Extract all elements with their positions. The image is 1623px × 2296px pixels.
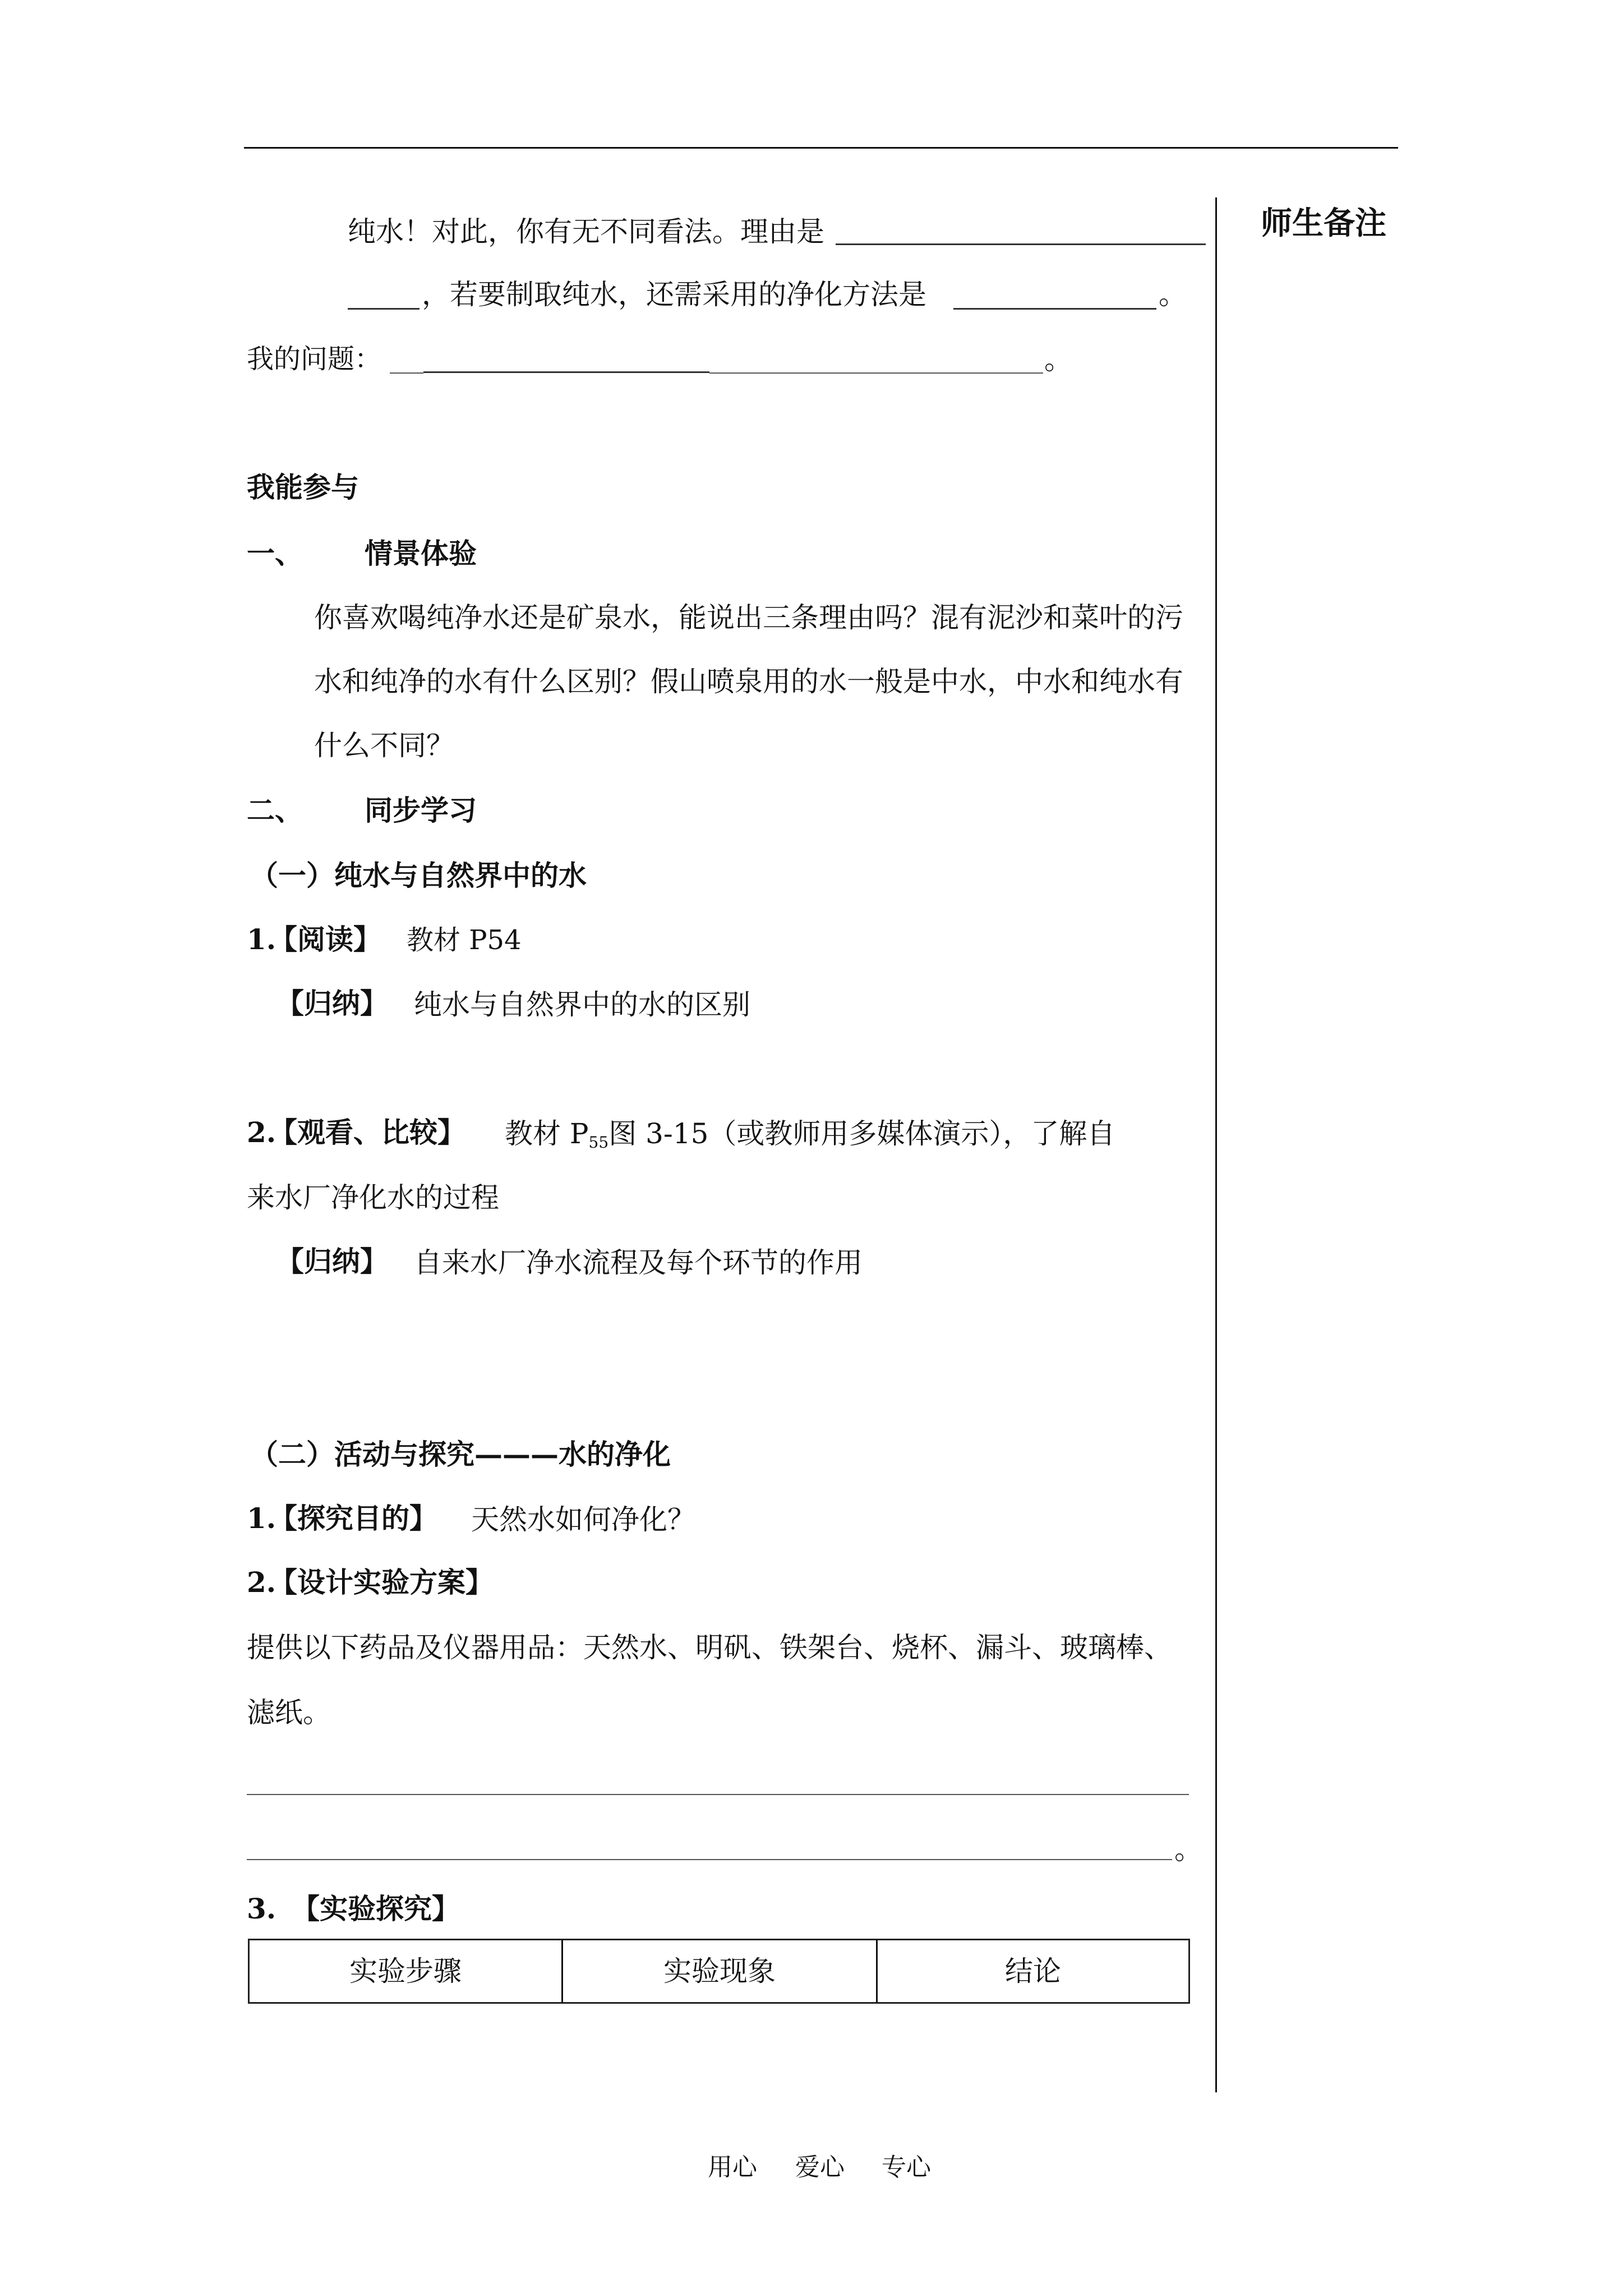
- question-blank-right[interactable]: [709, 372, 1043, 374]
- notes-column-divider: [1215, 197, 1217, 2092]
- page-subscript: 55: [588, 1133, 609, 1152]
- part1-item2-tag: 【观看、比较】: [269, 1116, 465, 1149]
- plan-answer-line-1[interactable]: [247, 1794, 1189, 1795]
- section1-paragraph-line: 什么不同？: [314, 729, 454, 762]
- purification-method-blank[interactable]: [953, 308, 1156, 310]
- footer-word: 专心: [882, 2153, 931, 2182]
- figure-ref: 图 3-15（或教师用多媒体演示），了解自: [608, 1117, 1115, 1150]
- table-header-phenomena: 实验现象: [663, 1955, 776, 1987]
- part1-item1-tag: 【阅读】: [269, 923, 381, 956]
- part1-item1-summary-text: 纯水与自然界中的水的区别: [414, 988, 750, 1021]
- section1-title: 情景体验: [365, 537, 477, 570]
- part1-item2-line2: 来水厂净化水的过程: [247, 1181, 499, 1214]
- part2-title: （二）活动与探究———水的净化: [250, 1438, 671, 1471]
- table-header-steps: 实验步骤: [349, 1955, 462, 1987]
- materials-line-1: 提供以下药品及仪器用品：天然水、明矾、铁架台、烧杯、漏斗、玻璃棒、: [247, 1631, 1172, 1664]
- section2-number: 二、: [247, 794, 303, 827]
- section1-paragraph-line: 你喜欢喝纯净水还是矿泉水，能说出三条理由吗？混有泥沙和菜叶的污: [314, 601, 1183, 634]
- intro-line-1: 纯水！对此，你有无不同看法。理由是: [348, 215, 824, 248]
- part1-item1-text: 教材 P54: [407, 924, 522, 956]
- footer-word: 爱心: [795, 2153, 845, 2182]
- part1-item2-summary-text: 自来水厂净水流程及每个环节的作用: [414, 1246, 863, 1279]
- question-blank-mid[interactable]: [423, 371, 709, 373]
- footer-word: 用心: [708, 2153, 757, 2182]
- participate-heading: 我能参与: [247, 471, 359, 504]
- part1-title: （一）纯水与自然界中的水: [250, 859, 587, 892]
- reason-answer-blank-continued[interactable]: [348, 308, 419, 310]
- table-header-conclusion: 结论: [1005, 1955, 1061, 1987]
- plan-answer-line-2[interactable]: [247, 1859, 1172, 1860]
- part2-item2-number: 2.: [247, 1566, 276, 1599]
- materials-line-2: 滤纸。: [247, 1696, 331, 1729]
- question-end: 。: [1044, 343, 1072, 376]
- question-blank-left[interactable]: [390, 372, 423, 374]
- section1-number: 一、: [247, 537, 303, 570]
- reason-answer-blank[interactable]: [836, 243, 1206, 245]
- part2-item3-number: 3.: [247, 1892, 276, 1925]
- textbook-ref: 教材 P: [505, 1117, 589, 1150]
- part2-item3-tag: 【实验探究】: [292, 1892, 460, 1925]
- part1-item2-summary-tag: 【归纳】: [276, 1245, 388, 1278]
- header-rule: [244, 147, 1398, 149]
- part1-item1-summary-tag: 【归纳】: [276, 987, 388, 1020]
- question-label: 我的问题：: [247, 343, 382, 375]
- part2-item1-text: 天然水如何净化？: [471, 1503, 695, 1536]
- intro-line-2-end: 。: [1159, 278, 1187, 311]
- part2-item1-tag: 【探究目的】: [269, 1502, 437, 1535]
- plan-answer-end: 。: [1174, 1833, 1202, 1866]
- part1-item1-number: 1.: [247, 923, 276, 956]
- intro-line-2: ，若要制取纯水，还需采用的净化方法是: [422, 278, 926, 311]
- notes-header: 师生备注: [1261, 205, 1386, 242]
- part2-item1-number: 1.: [247, 1502, 276, 1535]
- section2-title: 同步学习: [365, 794, 477, 827]
- section1-paragraph-line: 水和纯净的水有什么区别？假山喷泉用的水一般是中水，中水和纯水有: [314, 665, 1183, 698]
- part2-item2-tag: 【设计实验方案】: [269, 1566, 494, 1599]
- part1-item2-text: [505, 1117, 1115, 1152]
- part1-item2-number: 2.: [247, 1116, 276, 1149]
